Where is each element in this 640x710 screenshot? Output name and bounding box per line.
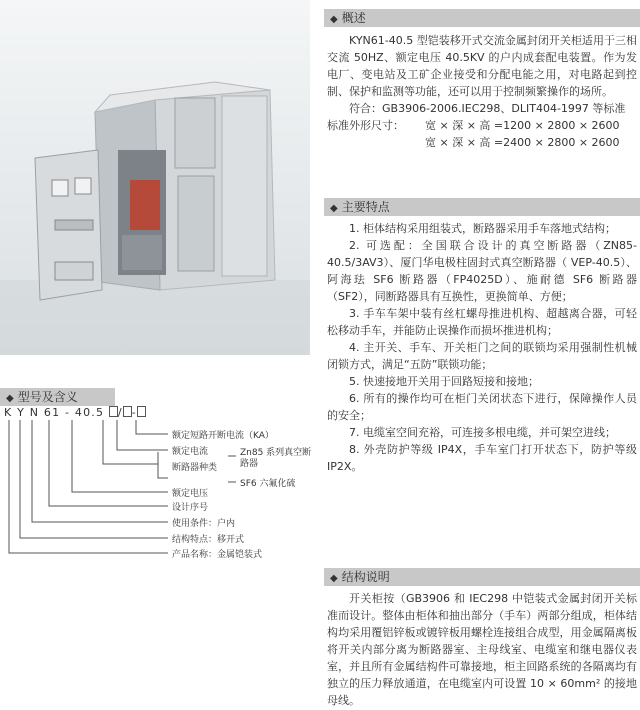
overview-para: 符合：GB3906-2006.IEC298、DLIT404-1997 等标准 [349, 102, 626, 115]
features-title: ◆ 主要特点 [330, 198, 390, 218]
model-section-title: ◆ 型号及含义 [6, 388, 78, 408]
model-code: K Y N 61 - 40.5 / - [4, 406, 146, 419]
feature-item: 7. 电缆室空间充裕，可连接多根电缆，并可架空进线； [349, 426, 616, 439]
feature-item: 8. 外壳防护等级 IP4X，手车室门打开状态下，防护等级IP2X。 [327, 443, 637, 473]
label-rated-break-current: 额定短路开断电流（KA） [172, 431, 274, 441]
diamond-icon: ◆ [330, 14, 338, 25]
feature-item: 2. 可选配：全国联合设计的真空断路器（ZN85-40.5/3AV3）、厦门华电极柱固封式真空断路器（ VEP-40.5）、阿海珐 SF6 断路器（FP4025D）、施耐德 SF6 断路器（SF2），同断路器具有互换性，更换简单、方便； [327, 239, 637, 303]
label-sf6: SF6 六氟化硫 [240, 479, 296, 489]
label-design-no: 设计序号 [172, 503, 209, 513]
code-slot [137, 406, 146, 417]
overview-text [327, 32, 637, 151]
dimension-1: 宽 × 深 × 高 =1200 × 2800 × 2600 [425, 119, 620, 132]
code-slot [109, 406, 118, 417]
diamond-icon: ◆ [330, 573, 338, 584]
feature-item: 4. 主开关、手车、开关柜门之间的联锁均采用强制性机械闭锁方式，满足“五防”联锁功能； [327, 341, 637, 371]
code-slot [123, 406, 132, 417]
label-product: 产品名称：金属铠装式 [172, 550, 263, 560]
dimension-block [327, 117, 637, 151]
diamond-icon: ◆ [330, 203, 338, 214]
feature-item: 1. 柜体结构采用组装式，断路器采用手车落地式结构； [349, 222, 616, 235]
diamond-icon: ◆ [6, 393, 14, 404]
overview-para: KYN61-40.5 型铠装移开式交流金属封闭开关柜适用于三相交流 50HZ、额定电压 40.5KV 的户内成套配电装置。作为发电厂、变电站及工矿企业接受和分配电能之用，对电路起到控制、保护和监测等功能，还可以用于控制频繁操作的场所。 [327, 34, 637, 98]
label-rated-current: 额定电流 [172, 447, 209, 457]
overview-title: ◆ 概述 [330, 9, 366, 29]
features-list [327, 220, 637, 475]
feature-item: 6. 所有的操作均可在柜门关闭状态下进行，保障操作人员的安全； [327, 392, 637, 422]
label-use-cond: 使用条件：户内 [172, 519, 236, 529]
dimension-label: 标准外形尺寸： [327, 119, 404, 132]
feature-item: 5. 快速接地开关用于回路短接和接地； [349, 375, 539, 388]
structure-para: 开关柜按（GB3906 和 IEC298 中铠装式金属封闭开关标准而设计。整体由柜体和抽出部分（手车）两部分组成，柜体结构均采用覆铝锌板或镀锌板用螺栓连接组合成型，用金属隔离板将开关内部分离为断路器室、主母线室、电缆室和继电器仪表室，并且所有金属结构件可靠接地，柜主回路系统的各隔离均有独立的压力释放通道，在电缆室内可设置 10 × 60mm² 的接地母线。 [327, 592, 637, 707]
label-breaker-type: 断路器种类 [172, 463, 218, 473]
label-rated-voltage: 额定电压 [172, 489, 209, 499]
product-photo [0, 0, 310, 355]
switchgear-illustration [0, 0, 310, 355]
label-struct-feat: 结构特点：移开式 [172, 535, 245, 545]
label-zn85: Zn85 系列真空断路器 [240, 448, 312, 469]
feature-item: 3. 手车车架中装有丝杠螺母推进机构、超越离合器，可轻松移动手车，并能防止误操作而损坏推进机构； [327, 307, 637, 337]
structure-text [327, 590, 637, 709]
overview-section-bar [324, 9, 640, 27]
structure-title: ◆ 结构说明 [330, 568, 390, 588]
dimension-2: 宽 × 深 × 高 =2400 × 2800 × 2600 [425, 136, 620, 149]
